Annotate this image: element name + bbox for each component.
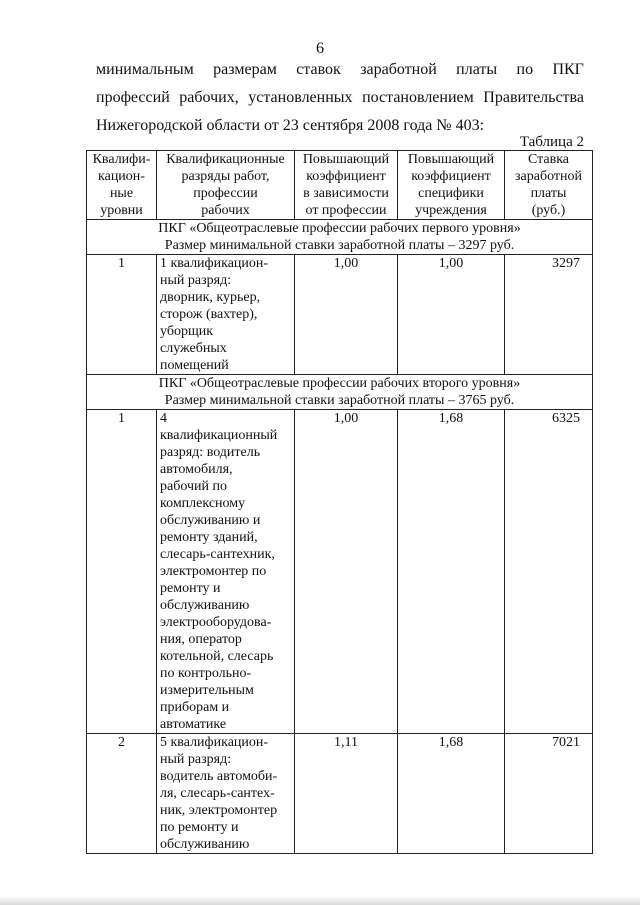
description-line: котельной, слесарь — [160, 649, 274, 664]
grade-description — [157, 255, 295, 375]
intro-word: установленных — [248, 89, 353, 106]
description-line: по ремонту и — [160, 820, 239, 835]
group-header-2 — [87, 375, 593, 410]
intro-word: размерам — [213, 61, 277, 78]
coef-profession: 1,11 — [295, 734, 398, 854]
group-title: ПКГ «Общеотраслевые профессии рабочих второго уровня» — [158, 376, 521, 391]
description-line: сторож (вахтер), — [160, 307, 258, 322]
intro-paragraph — [96, 56, 584, 140]
table-caption: Таблица 2 — [519, 134, 584, 150]
intro-word: ПКГ — [552, 61, 584, 78]
description-line: электрооборудова- — [160, 615, 272, 630]
table-row — [87, 255, 593, 375]
intro-word: ставок — [296, 61, 341, 78]
intro-line-1 — [96, 56, 584, 84]
coef-profession: 1,00 — [295, 410, 398, 734]
table-row — [87, 410, 593, 734]
intro-word: постановлением — [362, 89, 474, 106]
group-header-row — [87, 375, 593, 410]
intro-word: заработной — [360, 61, 437, 78]
description-line: 4 — [160, 411, 167, 426]
header-row — [87, 151, 593, 220]
intro-word: рабочих, — [179, 89, 239, 106]
description-line: ремонту и — [160, 581, 221, 596]
description-line: обслуживанию и — [160, 513, 261, 528]
description-line: автоматике — [160, 717, 227, 732]
description-line: ремонту зданий, — [160, 530, 258, 545]
salary-rate: 7021 — [505, 734, 593, 854]
intro-word: профессий — [96, 89, 170, 106]
coef-institution: 1,68 — [398, 410, 505, 734]
description-line: обслуживанию — [160, 598, 250, 613]
description-line: рабочий по — [160, 479, 227, 494]
description-line: обслуживанию — [160, 837, 250, 852]
description-line: ния, оператор — [160, 632, 242, 647]
coef-profession: 1,00 — [295, 255, 398, 375]
description-line: 5 квалификацион- — [160, 735, 269, 750]
group-min-rate: Размер минимальной ставки заработной платы – 3297 руб. — [164, 238, 515, 253]
description-line: дворник, курьер, — [160, 290, 261, 305]
group-header-1 — [87, 220, 593, 255]
group-min-rate: Размер минимальной ставки заработной платы – 3765 руб. — [164, 393, 515, 408]
description-line: уборщик — [160, 324, 214, 339]
description-line: автомобиля, — [160, 462, 233, 477]
coef-institution: 1,68 — [398, 734, 505, 854]
header-coef-profession: Повышающий коэффициент в зависимости от профессии — [295, 151, 398, 220]
description-line: водитель автомоби- — [160, 769, 278, 784]
group-header-row — [87, 220, 593, 255]
qualification-level: 1 — [87, 255, 157, 375]
scan-edge — [0, 896, 640, 905]
header-grades: Квалификационные разряды работ, профессии рабочих — [157, 151, 295, 220]
description-line: ник, электромонтер — [160, 803, 278, 818]
description-line: ля, слесарь-сантех- — [160, 786, 275, 801]
group-title: ПКГ «Общеотраслевые профессии рабочих первого уровня» — [158, 221, 521, 236]
salary-rate: 3297 — [505, 255, 593, 375]
page-number: 6 — [316, 40, 324, 57]
description-line: разряд: водитель — [160, 445, 261, 460]
coef-institution: 1,00 — [398, 255, 505, 375]
header-levels: Квалифи- кацион- ные уровни — [87, 151, 157, 220]
salary-table — [86, 150, 593, 854]
grade-description — [157, 734, 295, 854]
description-line: ный разряд: — [160, 273, 232, 288]
intro-line-3: Нижегородской области от 23 сентября 2008 года № 403: — [96, 117, 485, 134]
description-line: слесарь-сантехник, — [160, 547, 275, 562]
description-line: электромонтер по — [160, 564, 267, 579]
intro-line-2 — [96, 84, 584, 112]
description-line: измерительным — [160, 683, 254, 698]
description-line: помещений — [160, 358, 229, 373]
description-line: квалификационный — [160, 428, 278, 443]
intro-word: платы — [456, 61, 498, 78]
table-row — [87, 734, 593, 854]
intro-word: Правительства — [483, 89, 584, 106]
description-line: 1 квалификацион- — [160, 256, 269, 271]
description-line: приборам и — [160, 700, 230, 715]
header-rate: Ставка заработной платы (руб.) — [505, 151, 593, 220]
salary-rate: 6325 — [505, 410, 593, 734]
qualification-level: 1 — [87, 410, 157, 734]
grade-description — [157, 410, 295, 734]
qualification-level: 2 — [87, 734, 157, 854]
intro-word: минимальным — [96, 61, 194, 78]
description-line: ный разряд: — [160, 752, 232, 767]
description-line: по контрольно- — [160, 666, 252, 681]
description-line: служебных — [160, 341, 227, 356]
header-coef-institution: Повышающий коэффициент специфики учреждения — [398, 151, 505, 220]
description-line: комплексному — [160, 496, 246, 511]
intro-word: по — [516, 61, 534, 78]
